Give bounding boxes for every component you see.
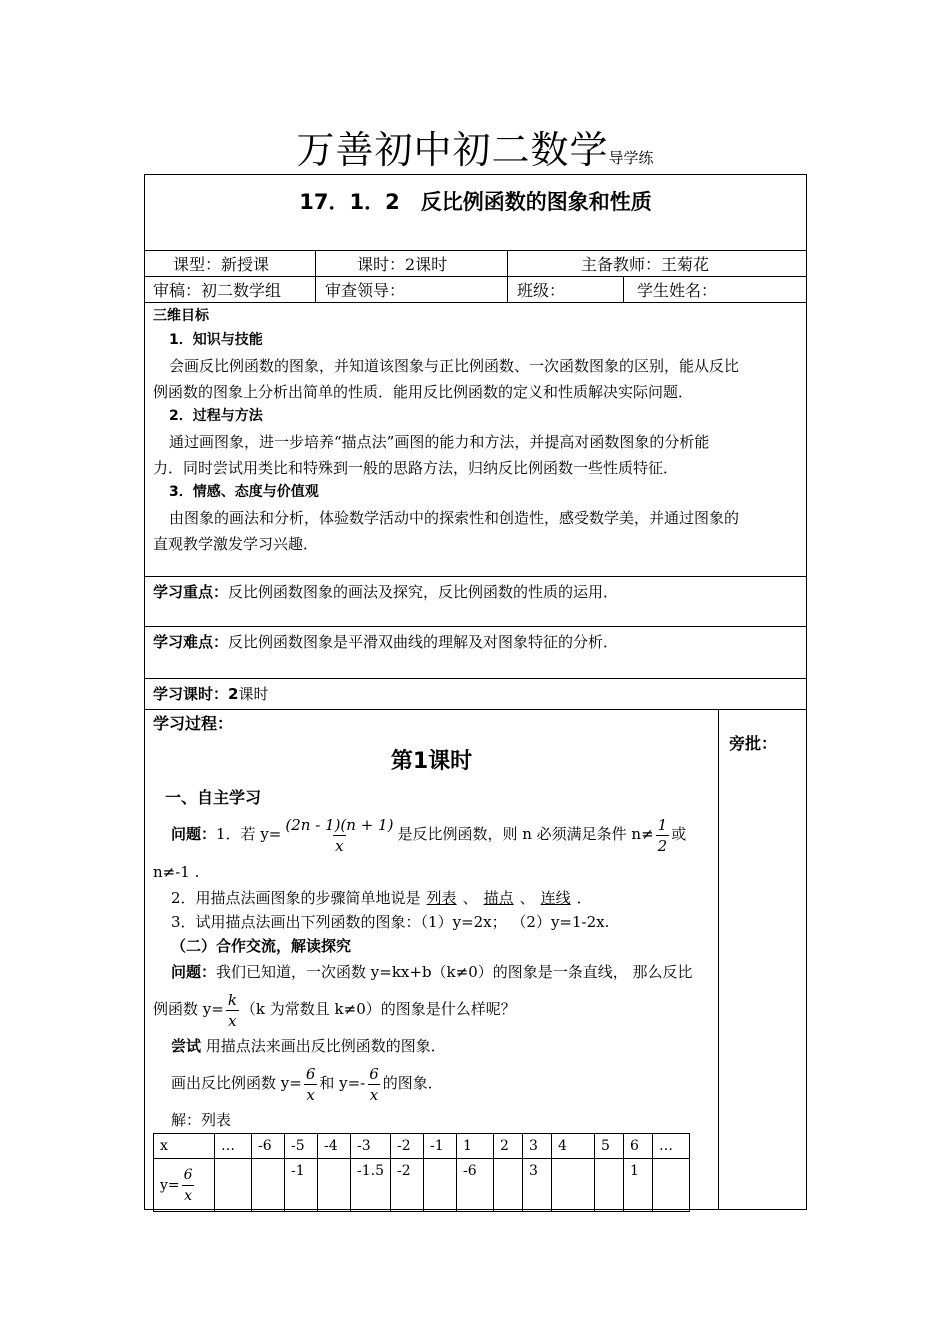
section-cooperation: （二）合作交流，解读探究 [171,937,352,955]
table-cell [552,1159,595,1212]
question-4-suffix: （k 为常数且 k≠0）的图象是什么样呢？ [240,1000,516,1018]
goal-1-line-1: 会画反比例函数的图象，并知道该图象与正比例函数、一次函数图象的区别，能从反比 [169,357,740,375]
table-cell: 2 [494,1134,523,1159]
reviewer: 审稿：初二数学组 [153,281,282,300]
goals-heading: 三维目标 [153,308,209,324]
x-label-cell: x [154,1134,215,1159]
goal-2-title: 2．过程与方法 [169,408,263,424]
neg-six-denominator: x [369,1085,379,1104]
goal-2-line-2: 力．同时尝试用类比和特殊到一般的思路方法，归纳反比例函数一些性质特征． [153,459,679,477]
question-1 [171,809,686,859]
class-field: 班级： [517,281,566,300]
key-point-row [145,577,806,627]
table-cell [318,1159,351,1212]
table-cell [252,1159,285,1212]
six-denominator: x [306,1085,315,1104]
student-name-field: 学生姓名： [637,281,718,300]
answer-plot-points: 描点 [483,889,514,907]
draw-suffix: 的图象． [382,1074,443,1092]
title-suffix: 导学练 [608,149,654,167]
goal-3-line-2: 直观教学激发学习兴趣． [153,535,319,553]
table-cell: 4 [552,1134,595,1159]
goal-1-line-2: 例函数的图象上分析出简单的性质．能用反比例函数的定义和性质解决实际问题． [153,383,694,401]
info-row-1 [145,251,806,277]
lesson-hours: 课时：2课时 [357,255,448,274]
question-2-text: 2．用描点法画图象的步骤简单地说是 [171,889,421,907]
table-cell: -1 [424,1134,457,1159]
review-leader: 审查领导： [325,281,406,300]
lesson-title: 17．1．2 反比例函数的图象和性质 [299,190,652,214]
neg-six-numerator: 6 [369,1064,379,1083]
table-cell: 1 [457,1134,494,1159]
half-numerator: 1 [657,815,668,834]
hours-row [145,679,806,710]
try-text: 用描点法来画出反比例函数的图象． [205,1037,446,1055]
half-denominator: 2 [657,836,668,855]
table-cell: -3 [351,1134,391,1159]
page-title [0,128,950,180]
table-cell [215,1159,252,1212]
y-label-cell [154,1159,215,1212]
school-title: 万善初中初二数学 [296,128,609,172]
question-1-numerator: (2n - 1)(n + 1) [285,815,394,834]
study-hours [153,681,268,707]
question-2 [171,885,592,911]
lesson-title-row [145,175,806,251]
question-2-end: ． [576,889,592,907]
table-cell: 3 [523,1159,552,1212]
try-label: 尝试 [171,1037,202,1055]
table-cell: -1.5 [351,1159,391,1212]
table-cell [595,1159,624,1212]
lesson-1-heading: 第1课时 [390,749,473,774]
table-cell [424,1159,457,1212]
goal-3-line-1: 由图象的画法和分析，体验数学活动中的探索性和创造性，感受数学美，并通过图象的 [169,509,740,527]
question-4-text: 我们已知道，一次函数 y=kx+b（k≠0）的图象是一条直线， 那么反比 [216,963,693,981]
goals-section [145,303,806,577]
y-label: y= [160,1177,180,1193]
table-cell: -2 [391,1159,424,1212]
goal-1-title: 1．知识与技能 [169,332,263,348]
solution-label: 解：列表 [171,1111,232,1129]
difficulty-text: 反比例函数图象是平滑双曲线的理解及对图象特征的分析． [228,633,619,651]
process-label: 学习过程： [153,714,234,733]
draw-instruction [171,1059,443,1107]
question-1-or: 或 [671,825,687,843]
half-fraction [656,815,670,856]
six-numerator: 6 [305,1064,316,1083]
difficulty-row [145,627,806,679]
table-cell: -5 [285,1134,318,1159]
k-denominator: x [228,1011,237,1030]
question-4-prefix: 例函数 y= [153,1000,224,1018]
answer-connect-line: 连线 [540,889,571,907]
difficulty-label: 学习难点： [153,633,229,651]
table-cell: -1 [285,1159,318,1212]
y-numerator: 6 [183,1166,193,1183]
k-numerator: k [227,990,237,1009]
goal-2-line-1: 通过画图象，进一步培养“描点法”画图的能力和方法，并提高对函数图象的分析能 [169,433,710,451]
table-cell: -6 [252,1134,285,1159]
question-1-prefix: 1．若 y= [216,825,282,843]
draw-prefix: 画出反比例函数 y= [171,1074,302,1092]
table-cell: 3 [523,1134,552,1159]
x-row [154,1134,690,1159]
key-point-label: 学习重点： [153,583,229,601]
table-cell: -2 [391,1134,424,1159]
table-cell: 5 [595,1134,624,1159]
key-point-text: 反比例函数图象的画法及探究，反比例函数的性质的运用． [228,583,619,601]
key-point [153,579,618,605]
question-1-answer: n≠-1 . [153,863,200,881]
draw-and: 和 y=- [319,1074,366,1092]
lesson-sheet [144,174,807,1210]
lesson-type: 课型：新授课 [173,255,270,274]
table-cell: … [653,1134,690,1159]
table-cell: -6 [457,1159,494,1212]
neg-six-over-x-fraction [367,1064,381,1105]
difficulty [153,629,618,655]
table-cell: 6 [624,1134,653,1159]
y-row [154,1159,690,1212]
goal-3-title: 3．情感、态度与价值观 [169,484,319,500]
try-line [171,1033,446,1059]
question-1-condition: 是反比例函数，则 n 必须满足条件 n≠ [397,825,654,843]
question-4-label: 问题： [171,963,217,981]
table-cell: 1 [624,1159,653,1212]
question-4-line-1 [171,959,693,985]
question-3: 3．试用描点法画出下列函数的图象：（1）y=2x； （2）y=1-2x. [171,913,610,931]
table-cell [653,1159,690,1212]
question-1-fraction [283,815,395,856]
table-cell: -4 [318,1134,351,1159]
info-row-2 [145,277,806,303]
six-over-x-fraction [304,1064,318,1105]
hours-text: 课时 [238,685,269,703]
value-table [153,1133,690,1212]
side-notes-label: 旁批： [729,734,778,753]
table-cell [494,1159,523,1212]
answer-list-table: 列表 [426,889,457,907]
k-over-x-fraction [226,990,239,1031]
separator-2: 、 [519,889,535,907]
question-1-label: 问题： [171,825,217,843]
y-denominator: x [182,1185,194,1206]
lead-teacher: 主备教师：王菊花 [581,255,710,274]
hours-label: 学习课时：2 [153,685,239,703]
separator-1: 、 [462,889,478,907]
table-cell: … [215,1134,252,1159]
section-self-study: 一、自主学习 [165,788,262,807]
y-fraction [182,1165,195,1206]
question-4-line-2 [153,985,516,1033]
question-1-denominator: x [335,836,344,855]
